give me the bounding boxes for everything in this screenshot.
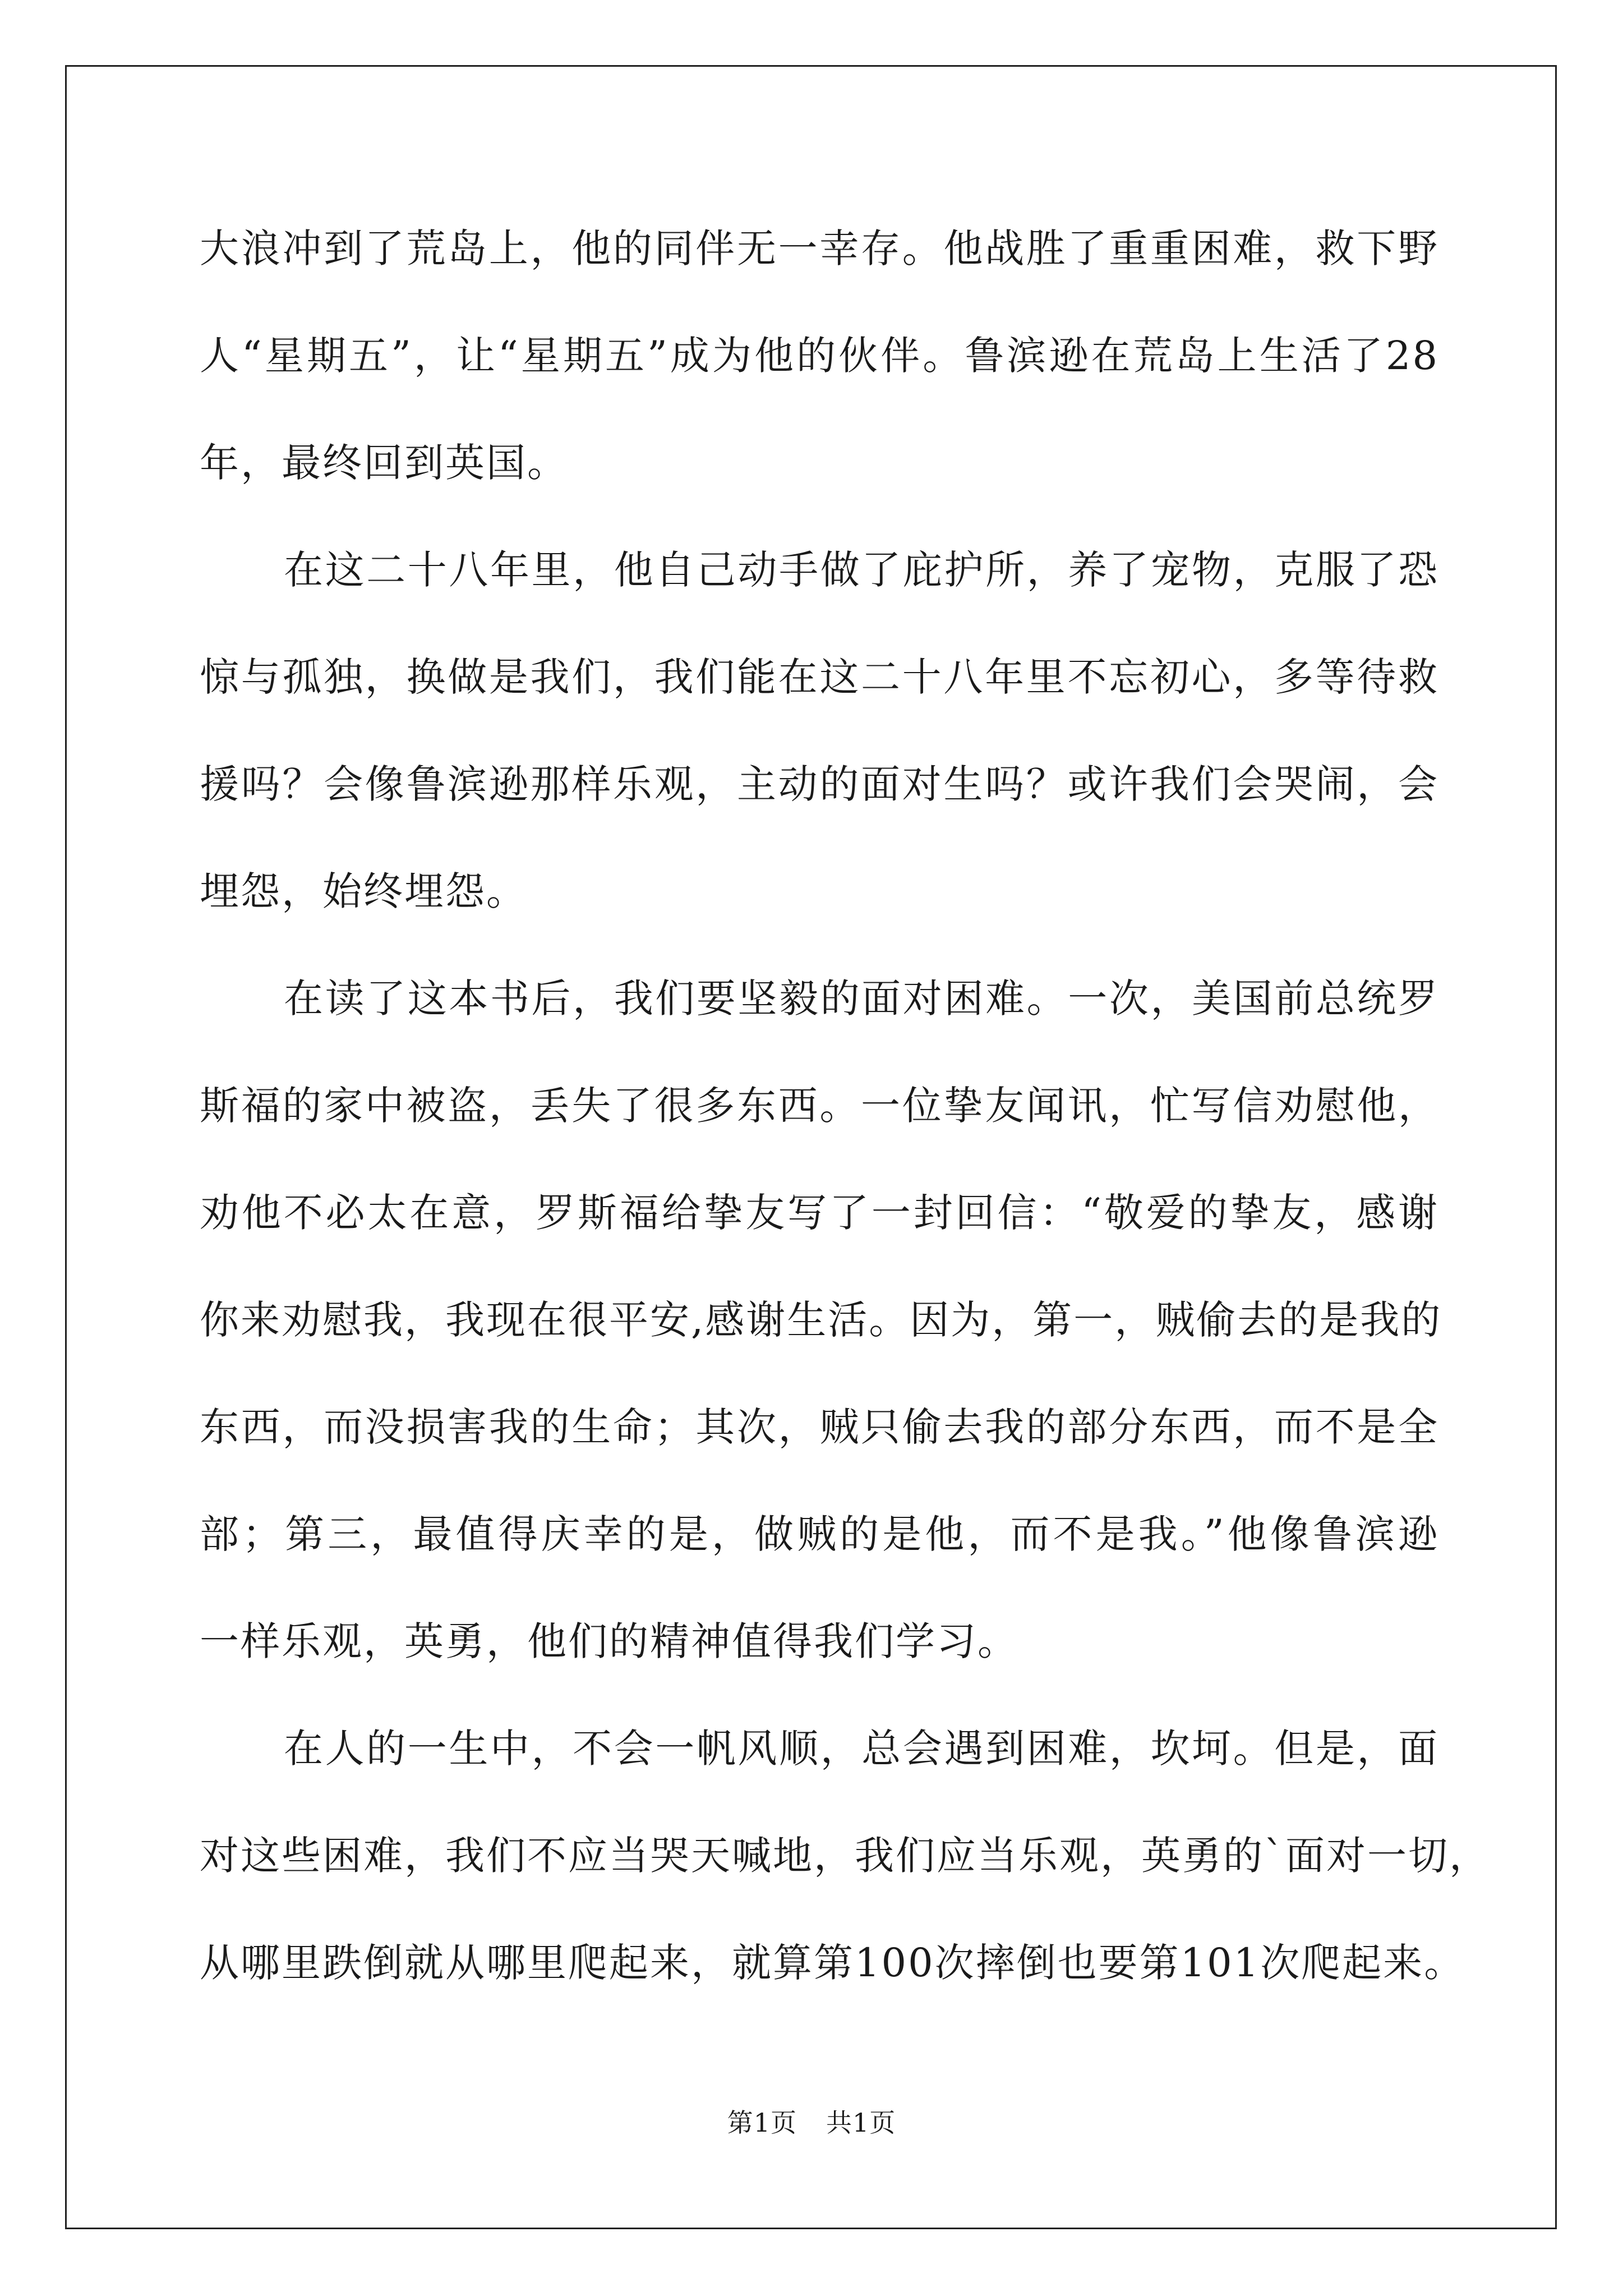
paragraph-1	[200, 218, 1439, 539]
paragraph-4	[200, 1718, 1490, 2039]
text-line: 从哪里跌倒就从哪里爬起来，就算第100次摔倒也要第101次爬起来。	[200, 1940, 1465, 1986]
paragraph-2	[200, 539, 1439, 968]
text-line: 在读了这本书后，我们要坚毅的面对困难。一次，美国前总统罗	[284, 976, 1439, 1022]
text-line: 在这二十八年里，他自己动手做了庇护所，养了宠物，克服了恐	[284, 547, 1439, 593]
text-line: 部；第三，最值得庆幸的是，做贼的是他，而不是我。”他像鲁滨逊	[200, 1511, 1439, 1557]
text-line: 你来劝慰我，我现在很平安,感谢生活。因为，第一，贼偷去的是我的	[200, 1297, 1442, 1343]
paragraph-3	[200, 968, 1442, 1718]
text-line: 援吗？会像鲁滨逊那样乐观，主动的面对生吗？或许我们会哭闹，会	[200, 761, 1439, 807]
text-line: 劝他不必太在意，罗斯福给挚友写了一封回信：“敬爱的挚友，感谢	[200, 1190, 1439, 1236]
document-body	[200, 218, 1490, 2039]
page-footer	[0, 2102, 1623, 2139]
text-line: 惊与孤独，换做是我们，我们能在这二十八年里不忘初心，多等待救	[200, 654, 1439, 700]
text-line: 斯福的家中被盗，丢失了很多东西。一位挚友闻讯，忙写信劝慰他，	[200, 1083, 1439, 1129]
text-line: 大浪冲到了荒岛上，他的同伴无一幸存。他战胜了重重困难，救下野	[200, 226, 1439, 272]
page-number-total: 共1页	[826, 2108, 896, 2138]
text-line: 东西，而没损害我的生命；其次，贼只偷去我的部分东西，而不是全	[200, 1404, 1439, 1450]
text-line: 人“星期五”，让“星期五”成为他的伙伴。鲁滨逊在荒岛上生活了28	[200, 333, 1439, 379]
text-line: 年，最终回到英国。	[200, 440, 568, 486]
page-number-current: 第1页	[727, 2108, 797, 2138]
text-line: 对这些困难，我们不应当哭天喊地，我们应当乐观，英勇的`面对一切，	[200, 1833, 1490, 1879]
text-line: 一样乐观，英勇，他们的精神值得我们学习。	[200, 1618, 1018, 1664]
text-line: 埋怨，始终埋怨。	[200, 868, 527, 914]
text-line: 在人的一生中，不会一帆风顺，总会遇到困难，坎坷。但是，面	[284, 1726, 1439, 1772]
